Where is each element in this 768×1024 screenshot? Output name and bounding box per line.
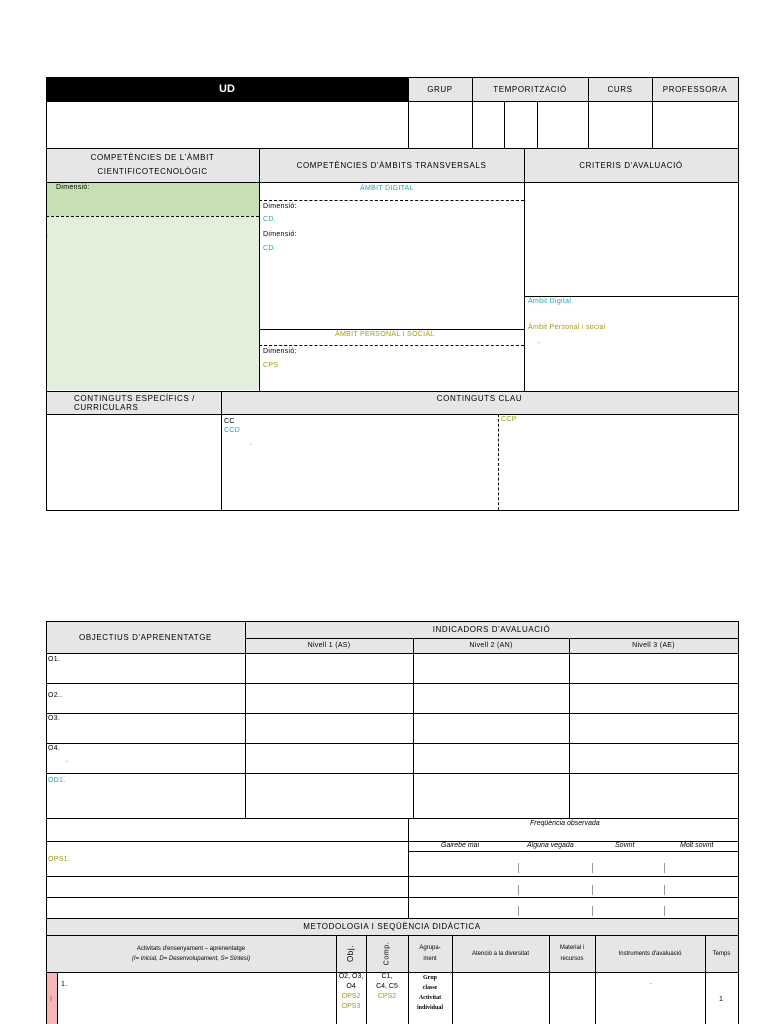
activity-1-obj [336,972,366,1012]
criteris-ambit-digital: Àmbit Digital [528,298,572,305]
dot-left: . [46,232,49,239]
objective-o4: O4. [48,745,61,752]
cd-label-1: CD. [263,216,276,223]
temporitzacio-header: TEMPORITZACIÓ [472,77,588,101]
activity-1-agr-l2: classe [422,985,438,991]
competencies-transversals-header: COMPETÈNCIES D'ÀMBITS TRANSVERSALS [259,148,524,182]
instruments-header: Instruments d'avaluació [595,935,705,972]
ud-header: UD [46,77,408,101]
criteris-ambit-personal: Àmbit Personal i social [528,324,606,331]
activity-1-temps: 1 [719,996,723,1003]
competencies-ambit-header [46,148,259,182]
freq-sovint: Sovint [615,842,635,849]
activity-1-agr-l3: Activitat [418,995,442,1001]
continguts-especifics-line2: CURRICULARS [74,403,139,412]
dimensio-label-ambit: Dimensió: [56,184,90,191]
continguts-especifics-line1: CONTINGUTS ESPECÍFICS / [74,394,195,403]
activity-1-agr-l1: Grup [422,975,437,981]
frequencia-label: Freqüència observada [530,820,600,827]
temporitzacio-value-cell-2[interactable] [504,101,537,148]
objectius-header: OBJECTIUS D'APRENENTATGE [46,621,245,653]
criteris-dot: . [538,338,541,345]
comp-header [366,935,408,972]
activity-1-agrupament [408,973,452,1013]
cc-label: CC [224,418,235,425]
activity-1-comp-l1: C1, [381,973,393,980]
freq-gairebe-mai: Gairebé mai [441,842,480,849]
grup-header: GRUP [408,77,472,101]
professor-header: PROFESSOR/A [652,77,738,101]
nivell1-header: Nivell 1 (AS) [245,638,413,653]
dimensio-label-digital-1: Dimensió: [263,203,297,210]
activitats-line1: Activitats d'ensenyament – aprenentatge [136,945,246,952]
grup-value-cell[interactable] [408,101,472,148]
competencies-ambit-line2: CIENTIFICOTECNOLÒGIC [97,167,208,176]
activity-1-obj-l1: O2, O3, [338,973,364,980]
activitats-line2: (I= Inicial, D= Desenvolupament, S= Síntesi) [131,955,251,962]
objective-o2: O2.. [48,692,63,699]
freq-molt-sovint: Molt sovint [680,842,714,849]
obj-header [336,935,366,972]
indicadors-header: INDICADORS D'AVALUACIÓ [245,621,738,638]
continguts-clau-header: CONTINGUTS CLAU [221,391,738,414]
activity-1-obj-l2: O4 [346,983,356,990]
ccd-label: CCD [224,427,241,434]
activity-1-text: 1. [61,981,68,988]
ud-value-cell[interactable] [46,101,408,148]
phase-letter: I [50,996,52,1003]
activity-1-comp [366,972,408,1002]
material-line1: Material i [559,944,585,951]
temps-header: Temps [705,935,738,972]
activity-1-obj-l4: OPS3 [341,1003,361,1010]
material-line2: recursos [560,955,584,962]
objective-o3: O3. [48,715,61,722]
agrupament-header [408,935,452,972]
freq-alguna-vegada: Alguna vegada [527,842,574,849]
objective-od1: OD1. [48,777,66,784]
material-header [549,935,595,972]
temporitzacio-value-cell-3[interactable] [537,101,588,148]
nivell2-header: Nivell 2 (AN) [413,638,569,653]
activity-1-comp-l3: CPS2 [377,993,397,1000]
metodologia-header: METODOLOGIA I SEQÜÈNCIA DIDÀCTICA [46,918,738,935]
dimensio-label-digital-2: Dimensió: [263,231,297,238]
agrupament-line1: Agrupa- [419,944,441,951]
curs-header: CURS [588,77,652,101]
obj-rotated: Obj. [346,944,356,963]
competencies-ambit-line1: COMPETÈNCIES DE L'ÀMBIT [90,153,215,162]
ccp-label: CCP [501,416,517,423]
temporitzacio-value-cell-1[interactable] [472,101,504,148]
dimensio-label-personal: Dimensió: [263,348,297,355]
nivell3-header: Nivell 3 (AE) [569,638,738,653]
activity-1-instr-dot: . [650,980,652,986]
atencio-header: Atenció a la diversitat [452,935,549,972]
ambit-personal-caps: ÀMBIT PERSONAL I SOCIAL [335,331,435,338]
objective-o4-dot: . [66,757,69,764]
activitats-header [46,935,336,972]
curs-value-cell[interactable] [588,101,652,148]
criteris-header: CRITERIS D'AVALUACIÓ [524,148,738,182]
ops1-label: OPS1. [48,856,71,863]
activity-1-obj-l3: OPS2 [341,993,361,1000]
professor-value-cell[interactable] [652,101,738,148]
agrupament-line2: ment [423,955,437,962]
comp-rotated: Comp. [383,941,391,966]
cd-label-2: CD. [263,245,276,252]
continguts-especifics-header [46,391,221,414]
cc-dot: . [250,440,253,447]
ambit-digital-caps: ÀMBIT DIGITAL [360,185,414,192]
objective-o1: O1. [48,656,61,663]
activity-1-agr-l4: individual [416,1005,443,1011]
activity-1-comp-l2: C4, C5 [376,983,398,990]
cps-label: CPS [263,362,279,369]
